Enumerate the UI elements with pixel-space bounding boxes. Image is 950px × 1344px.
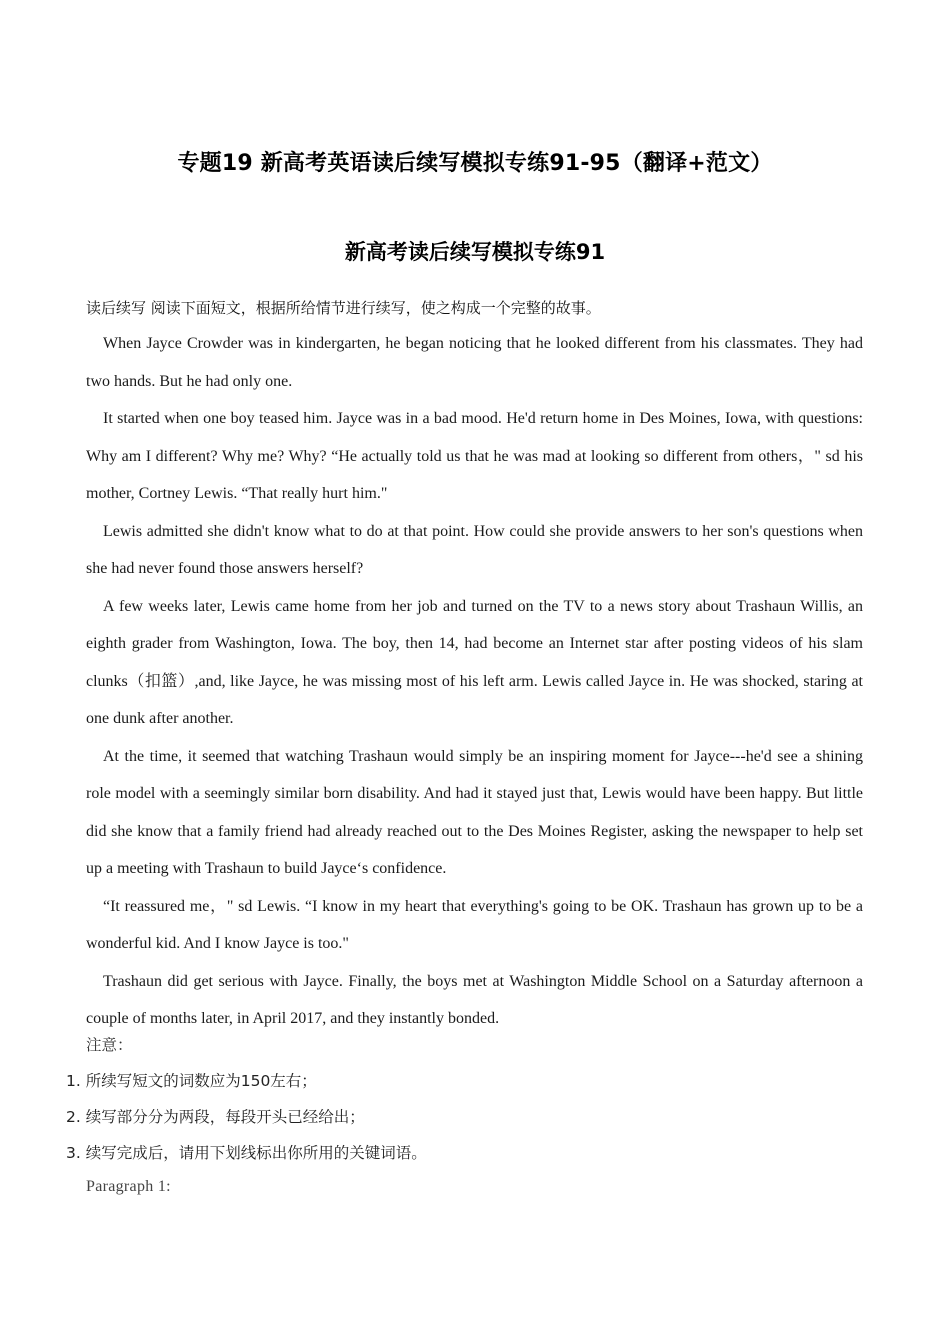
- notes-heading: 注意：: [86, 1036, 133, 1054]
- passage-paragraph-6: “It reassured me，" sd Lewis. “I know in my heart that everything's going to be OK. Trashaun has grown up to be a wonderful kid. And I know Jayce is too.": [86, 897, 863, 952]
- passage-paragraph-3: Lewis admitted she didn't know what to do at that point. How could she provide answers to her son's questions when she had never found those answers herself?: [86, 522, 863, 577]
- document-section-title: 新高考读后续写模拟专练91: [344, 240, 606, 264]
- paragraph-1-label: Paragraph 1:: [86, 1178, 171, 1195]
- passage-paragraph-2: It started when one boy teased him. Jayce was in a bad mood. He'd return home in Des Moines, Iowa, with questions: Why am I different? Why me? Why? “He actually told us that he was mad at looking so different from others，" sd his mother, Cortney Lewis. “That really hurt him.": [86, 410, 863, 502]
- notes-section: [66, 1030, 866, 1174]
- passage-paragraph-4: A few weeks later, Lewis came home from her job and turned on the TV to a news story about Trashaun Willis, an eighth grader from Washington, Iowa. The boy, then 14, had become an Internet star after posting videos of his slam clunks（扣篮）,and, like Jayce, he was missing most of his left arm. Lewis called Jayce in. He was shocked, staring at one dunk after another.: [86, 597, 863, 727]
- task-instruction: 读后续写 阅读下面短文，根据所给情节进行续写，使之构成一个完整的故事。: [86, 299, 601, 317]
- note-item-2: 2. 续写部分分为两段，每段开头已经给出；: [66, 1108, 365, 1126]
- passage-paragraph-1: When Jayce Crowder was in kindergarten, he began noticing that he looked different from his classmates. They had two hands. But he had only one.: [86, 335, 863, 390]
- reading-passage: [86, 325, 863, 1038]
- note-item-1: 1. 所续写短文的词数应为150左右；: [66, 1072, 317, 1090]
- passage-paragraph-7: Trashaun did get serious with Jayce. Finally, the boys met at Washington Middle School on a Saturday afternoon a couple of months later, in April 2017, and they instantly bonded.: [86, 972, 863, 1027]
- note-item-3: 3. 续写完成后，请用下划线标出你所用的关键词语。: [66, 1144, 427, 1162]
- passage-paragraph-5: At the time, it seemed that watching Trashaun would simply be an inspiring moment for Jayce---he'd see a shining role model with a seemingly similar born disability. And had it stayed just that, Lewis would have been happy. But little did she know that a family friend had already reached out to the Des Moines Register, asking the newspaper to help set up a meeting with Trashaun to build Jayce‘s confidence.: [86, 747, 863, 877]
- document-main-title: 专题19 新高考英语读后续写模拟专练91-95（翻译+范文）: [177, 151, 773, 176]
